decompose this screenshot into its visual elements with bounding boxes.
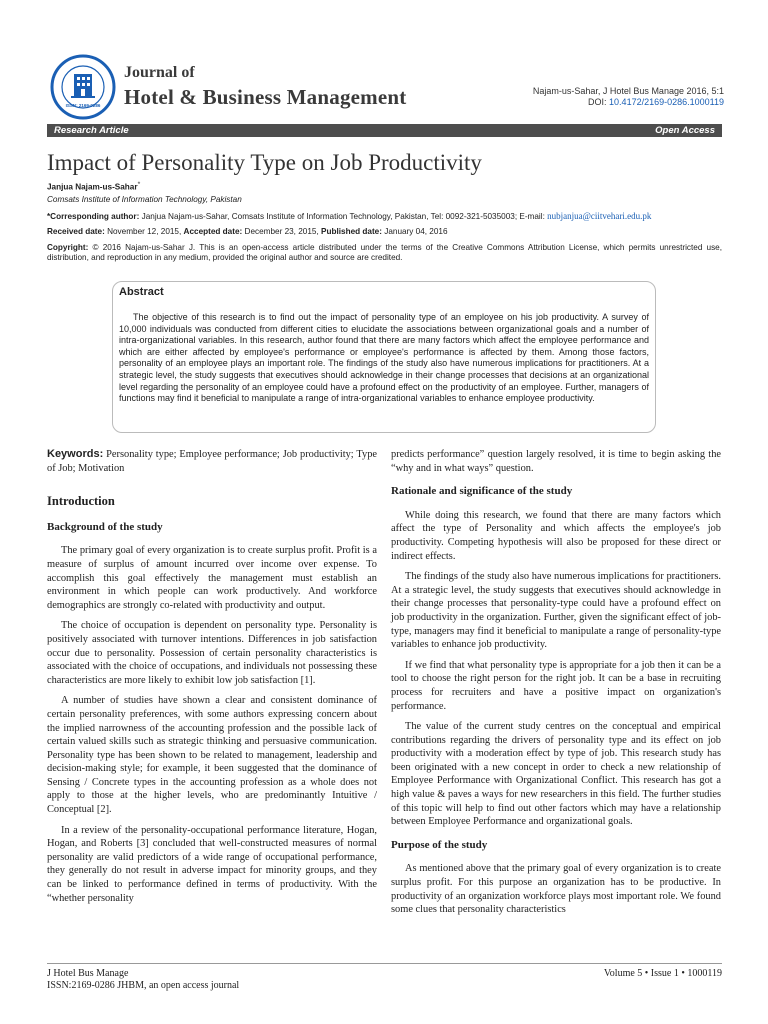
- email-link[interactable]: nubjanjua@ciitvehari.edu.pk: [547, 211, 652, 221]
- corr-text: Janjua Najam-us-Sahar, Comsats Institute of Information Technology, Pakistan, Tel: 0092-321-5035003; E-mail:: [141, 212, 545, 221]
- copyright-label: Copyright:: [47, 243, 89, 252]
- copyright-text: © 2016 Najam-us-Sahar J. This is an open-access article distributed under the terms of the Creative Commons Attribution License, which permits unrestricted use, distribution, and reproduction in any medium, provided the original author and source are credited.: [47, 243, 723, 262]
- dates-line: [47, 227, 722, 237]
- author-line: [47, 180, 722, 193]
- right-column: [391, 448, 721, 924]
- abstract-text: The objective of this research is to find out the impact of personality type of an employee on his job productivity. A survey of 10,000 individuals was conducted from different cities to elucidate the associations between organizational goals and a number of intra-organizational variables. In this research, author found that there are many factors which affect the employee performance and which are either affected by employee's performance or employee's performance is affected by them. Among those factors, personality of an employee plays an important role. The findings of the study also have numerous implications for practitioners. At a strategic level, the study suggests that executives should acknowledge in their change processes that decisions at an organizational level regarding the personality of an employee could have a profound effect on the productivity of an employee. Further, managers of functions may find it beneficial to manipulate a range of intra-organizational variables to enhance employee productivity.: [119, 312, 649, 404]
- page-header: [0, 0, 768, 125]
- abstract-box: [112, 281, 656, 433]
- doi-link[interactable]: 10.4172/2169-0286.1000119: [609, 97, 724, 107]
- keywords-text: Personality type; Employee performance; Job productivity; Type of Job; Motivation: [47, 449, 377, 474]
- doi-label: DOI:: [588, 97, 607, 107]
- paragraph: If we find that what personality type is appropriate for a job then it can be a tool to choose the right person for the right job. It can be a base in recruiting process for recruiters and have a positive impact on organization's performance.: [391, 659, 721, 712]
- introduction-heading: Introduction: [47, 494, 115, 509]
- purpose-heading: Purpose of the study: [391, 838, 488, 851]
- footer-divider: [47, 963, 722, 964]
- article-title: Impact of Personality Type on Job Productivity: [47, 150, 482, 175]
- corresponding-author: [47, 211, 722, 222]
- citation-block: [533, 86, 724, 108]
- paragraph: The findings of the study also have numerous implications for practitioners. At a strategic level, the study suggests that executives should acknowledge in their change processes that personality-type could have a profound effect on job productivity in the organization. Further, given the significant effect of job-type, managers may find it beneficial to manipulate a range of personality-type variables to enhance job productivity.: [391, 571, 721, 651]
- journal-title-line2: Hotel & Business Management: [124, 85, 407, 109]
- article-type-label: Research Article: [54, 125, 129, 136]
- footer-issn: ISSN:2169-0286 JHBM, an open access journal: [47, 980, 240, 991]
- paragraph: The value of the current study centres on the conceptual and empirical contributions regarding the drivers of personality type and its effect on job productivity with a moderation effect by type of job. This research study has been originated with a new concept in order to check a new relationship of Employee Performance with Organizational Conflict. This research has got a high value & paves a ways for new researchers in this field. The further studies of this topic will help to find out other factors which may have a relationship between Employee Performance and organizational goals.: [391, 721, 721, 828]
- journal-title-line1: Journal of: [124, 64, 195, 81]
- author-mark: *: [137, 181, 141, 188]
- journal-logo-icon: [50, 54, 116, 120]
- accepted-date: December 23, 2015,: [244, 227, 319, 236]
- footer-journal: J Hotel Bus Manage: [47, 968, 129, 979]
- paragraph: The primary goal of every organization is to create surplus profit. Profit is a measure of surplus of amount incurred over income over expense. To accomplish this goal effectively the management must establish an environment in which people can work productively. And workforce demographics are strongly co-related with productivity and output.: [47, 545, 377, 611]
- open-access-label: Open Access: [655, 125, 715, 136]
- paragraph: As mentioned above that the primary goal of every organization is to create surplus profit. For this purpose an organization has to be productive. In productivity of an organization workforce plays most important role. We found some clues that personality characteristics: [391, 863, 721, 916]
- keywords-label: Keywords:: [47, 448, 104, 460]
- left-column: [47, 448, 377, 912]
- received-label: Received date:: [47, 227, 105, 236]
- rationale-heading: Rationale and significance of the study: [391, 485, 573, 498]
- paragraph: predicts performance” question largely resolved, it is time to begin asking the “why and in what ways” question.: [391, 449, 721, 474]
- accepted-label: Accepted date:: [183, 227, 243, 236]
- affiliation: Comsats Institute of Information Technology, Pakistan: [47, 195, 242, 204]
- paragraph: While doing this research, we found that there are many factors which affect the type of Personality and which affects the employee's job productivity. Competing hypothesis will also be proposed for these direct or indirect effects.: [391, 509, 721, 562]
- abstract-heading: Abstract: [119, 286, 164, 298]
- corr-label: *Corresponding author:: [47, 212, 140, 221]
- background-heading: Background of the study: [47, 520, 163, 533]
- keywords: [47, 448, 377, 475]
- received-date: November 12, 2015,: [107, 227, 182, 236]
- copyright-line: [47, 243, 722, 263]
- footer-volume: Volume 5 • Issue 1 • 1000119: [603, 968, 722, 979]
- published-label: Published date:: [321, 227, 382, 236]
- paragraph: In a review of the personality-occupational performance literature, Hogan, Hogan, and Roberts [3] concluded that well-constructed measures of normal personality are valid predictors of a wide range of occupational performance, they generally do not result in adverse impact for minority groups, and they can be linked to performance defined in terms of productivity. With the “whether personality: [47, 824, 377, 904]
- published-date: January 04, 2016: [384, 227, 448, 236]
- paragraph: The choice of occupation is dependent on personality type. Personality is positively associated with turnover intentions. Differences in job satisfaction occur due to personality. Possession of certain personality characteristics is associated with the choice of occupations, and individuals not possessing these characteristics are more likely to exhibit low job satisfaction [1].: [47, 620, 377, 686]
- article-type-bar: [47, 124, 722, 137]
- svg-text:ISSN: 2169-0286: ISSN: 2169-0286: [65, 103, 101, 108]
- footer-left: [47, 968, 239, 992]
- author-name: Janjua Najam-us-Sahar: [47, 182, 138, 192]
- paragraph: A number of studies have shown a clear and consistent dominance of certain personality preferences, with some authors expressing concern about the implied narrowness of the accounting profession and the possible lack of certain valued skills such as strategic thinking and persuasive communication. Personality type has been shown to be related to management, leadership and decision-making style; for example, it been suggested that the dominance of Sensing / Concrete types in the accounting profession as a whole does not apply to those at the higher levels, who are predominantly Intuitive / Conceptual [2].: [47, 695, 377, 816]
- citation: Najam-us-Sahar, J Hotel Bus Manage 2016, 5:1: [532, 86, 724, 96]
